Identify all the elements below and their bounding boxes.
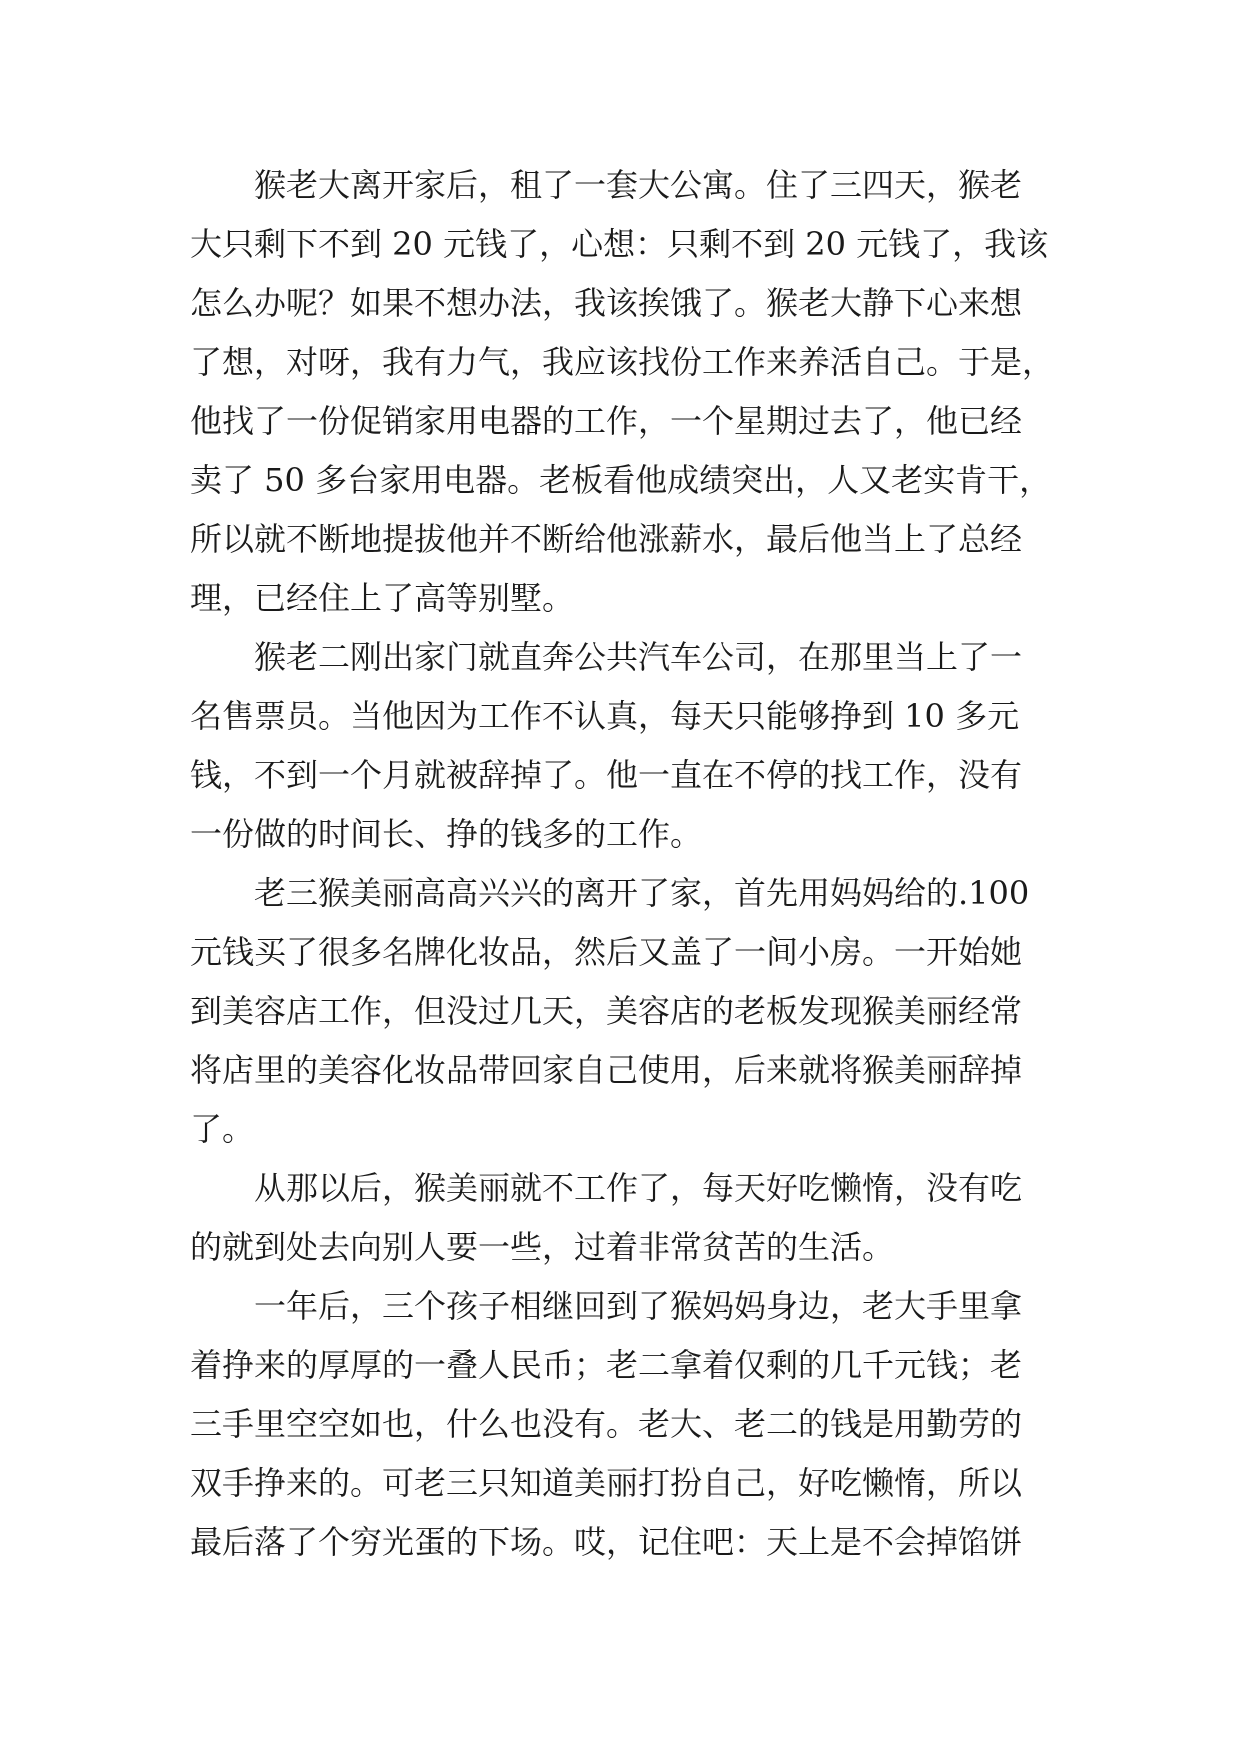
- paragraph-2-line-2: 名售票员。当他因为工作不认真，每天只能够挣到 10 多元: [190, 697, 1020, 735]
- paragraph-1-line-4: 了想，对呀，我有力气，我应该找份工作来养活自己。于是，: [190, 343, 1055, 381]
- paragraph-1-line-3: 怎么办呢？如果不想办法，我该挨饿了。猴老大静下心来想: [190, 284, 1023, 322]
- paragraph-3-line-5: 了。: [190, 1110, 255, 1148]
- paragraph-1-line-7: 所以就不断地提拔他并不断给他涨薪水，最后他当上了总经: [190, 520, 1023, 558]
- paragraph-5-line-1: 一年后，三个孩子相继回到了猴妈妈身边，老大手里拿: [254, 1287, 1023, 1325]
- paragraph-3-line-3: 到美容店工作，但没过几天，美容店的老板发现猴美丽经常: [190, 992, 1023, 1030]
- paragraph-3-line-2: 元钱买了很多名牌化妆品，然后又盖了一间小房。一开始她: [190, 933, 1023, 971]
- paragraph-4-line-2: 的就到处去向别人要一些，过着非常贫苦的生活。: [190, 1228, 895, 1266]
- paragraph-5-line-3: 三手里空空如也，什么也没有。老大、老二的钱是用勤劳的: [190, 1405, 1023, 1443]
- paragraph-2-line-4: 一份做的时间长、挣的钱多的工作。: [190, 815, 703, 853]
- paragraph-1-line-6: 卖了 50 多台家用电器。老板看他成绩突出，人又老实肯干，: [190, 461, 1052, 499]
- paragraph-3-line-4: 将店里的美容化妆品带回家自己使用，后来就将猴美丽辞掉: [190, 1051, 1023, 1089]
- paragraph-1-line-1: 猴老大离开家后，租了一套大公寓。住了三四天，猴老: [254, 166, 1023, 204]
- paragraph-5-line-5: 最后落了个穷光蛋的下场。哎，记住吧：天上是不会掉馅饼: [190, 1523, 1023, 1561]
- paragraph-2-line-1: 猴老二刚出家门就直奔公共汽车公司，在那里当上了一: [254, 638, 1023, 676]
- paragraph-1-line-2: 大只剩下不到 20 元钱了，心想：只剩不到 20 元钱了，我该: [190, 225, 1049, 263]
- paragraph-5-line-2: 着挣来的厚厚的一叠人民币；老二拿着仅剩的几千元钱；老: [190, 1346, 1023, 1384]
- paragraph-2-line-3: 钱，不到一个月就被辞掉了。他一直在不停的找工作，没有: [190, 756, 1023, 794]
- paragraph-4-line-1: 从那以后，猴美丽就不工作了，每天好吃懒惰，没有吃: [254, 1169, 1023, 1207]
- paragraph-3-line-1: 老三猴美丽高高兴兴的离开了家，首先用妈妈给的.100: [254, 874, 1030, 912]
- paragraph-1-line-5: 他找了一份促销家用电器的工作，一个星期过去了，他已经: [190, 402, 1023, 440]
- paragraph-1-line-8: 理，已经住上了高等别墅。: [190, 579, 575, 617]
- paragraph-5-line-4: 双手挣来的。可老三只知道美丽打扮自己，好吃懒惰，所以: [190, 1464, 1023, 1502]
